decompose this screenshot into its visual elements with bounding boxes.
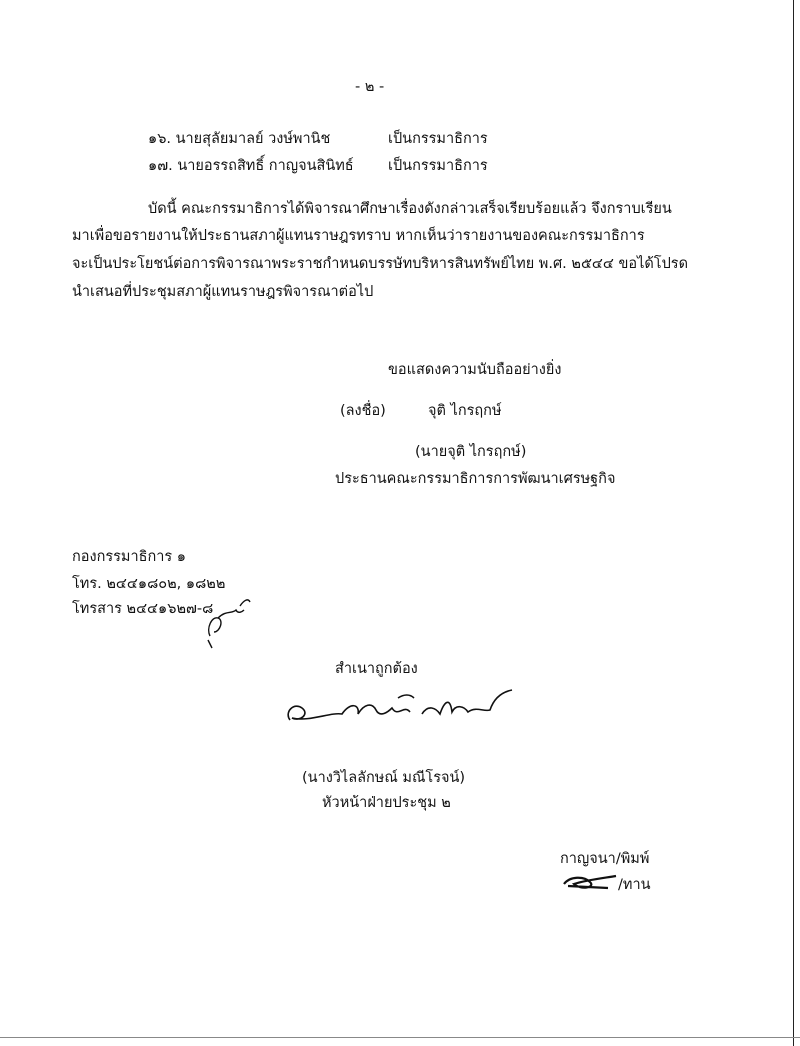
initials-signature [198,588,258,650]
office-name: กองกรรมาธิการ ๑ [72,549,186,565]
certifier-signature [280,682,540,732]
certifier-full-name: (นางวิไลลักษณ์ มณีโรจน์) [302,770,466,786]
typist-label: กาญจนา/พิมพ์ [560,851,650,867]
closing-salutation: ขอแสดงความนับถืออย่างยิ่ง [388,362,562,378]
member-16-name: ๑๖. นายสุลัยมาลย์ วงษ์พานิช [148,131,331,147]
body-line-2: มาเพื่อขอรายงานให้ประธานสภาผู้แทนราษฎรทราบ หากเห็นว่ารายงานของคณะกรรมาธิการ [72,228,645,244]
page-edge [793,0,794,1046]
signer-name: จุติ ไกรฤกษ์ [428,403,502,419]
signer-full-name: (นายจุติ ไกรฤกษ์) [415,444,527,460]
page-bottom-edge [0,1037,800,1038]
body-line-1: บัดนี้ คณะกรรมาธิการได้พิจารณาศึกษาเรื่องดังกล่าวเสร็จเรียบร้อยแล้ว จึงกราบเรียน [148,201,672,217]
checker-initials [560,870,620,894]
body-line-4: นำเสนอที่ประชุมสภาผู้แทนราษฎรพิจารณาต่อไป [72,284,374,300]
certified-copy-label: สำเนาถูกต้อง [335,661,418,677]
member-17-role: เป็นกรรมาธิการ [388,158,488,174]
office-phone: โทร. ๒๔๔๑๘๐๒, ๑๘๒๒ [72,576,226,592]
body-line-3: จะเป็นประโยชน์ต่อการพิจารณาพระราชกำหนดบรรษัทบริหารสินทรัพย์ไทย พ.ศ. ๒๕๔๔ ขอได้โปรด [72,256,689,272]
member-16-role: เป็นกรรมาธิการ [388,131,488,147]
signed-label: (ลงชื่อ) [340,403,386,419]
signer-title: ประธานคณะกรรมาธิการการพัฒนาเศรษฐกิจ [335,471,616,487]
page-number: - ๒ - [355,79,385,95]
checker-label: /ทาน [618,877,651,893]
member-17-name: ๑๗. นายอรรถสิทธิ์ กาญจนสินิทธ์ [148,158,354,174]
office-fax: โทรสาร ๒๔๔๑๖๒๗-๘ [72,601,214,617]
certifier-title: หัวหน้าฝ่ายประชุม ๒ [322,795,451,811]
